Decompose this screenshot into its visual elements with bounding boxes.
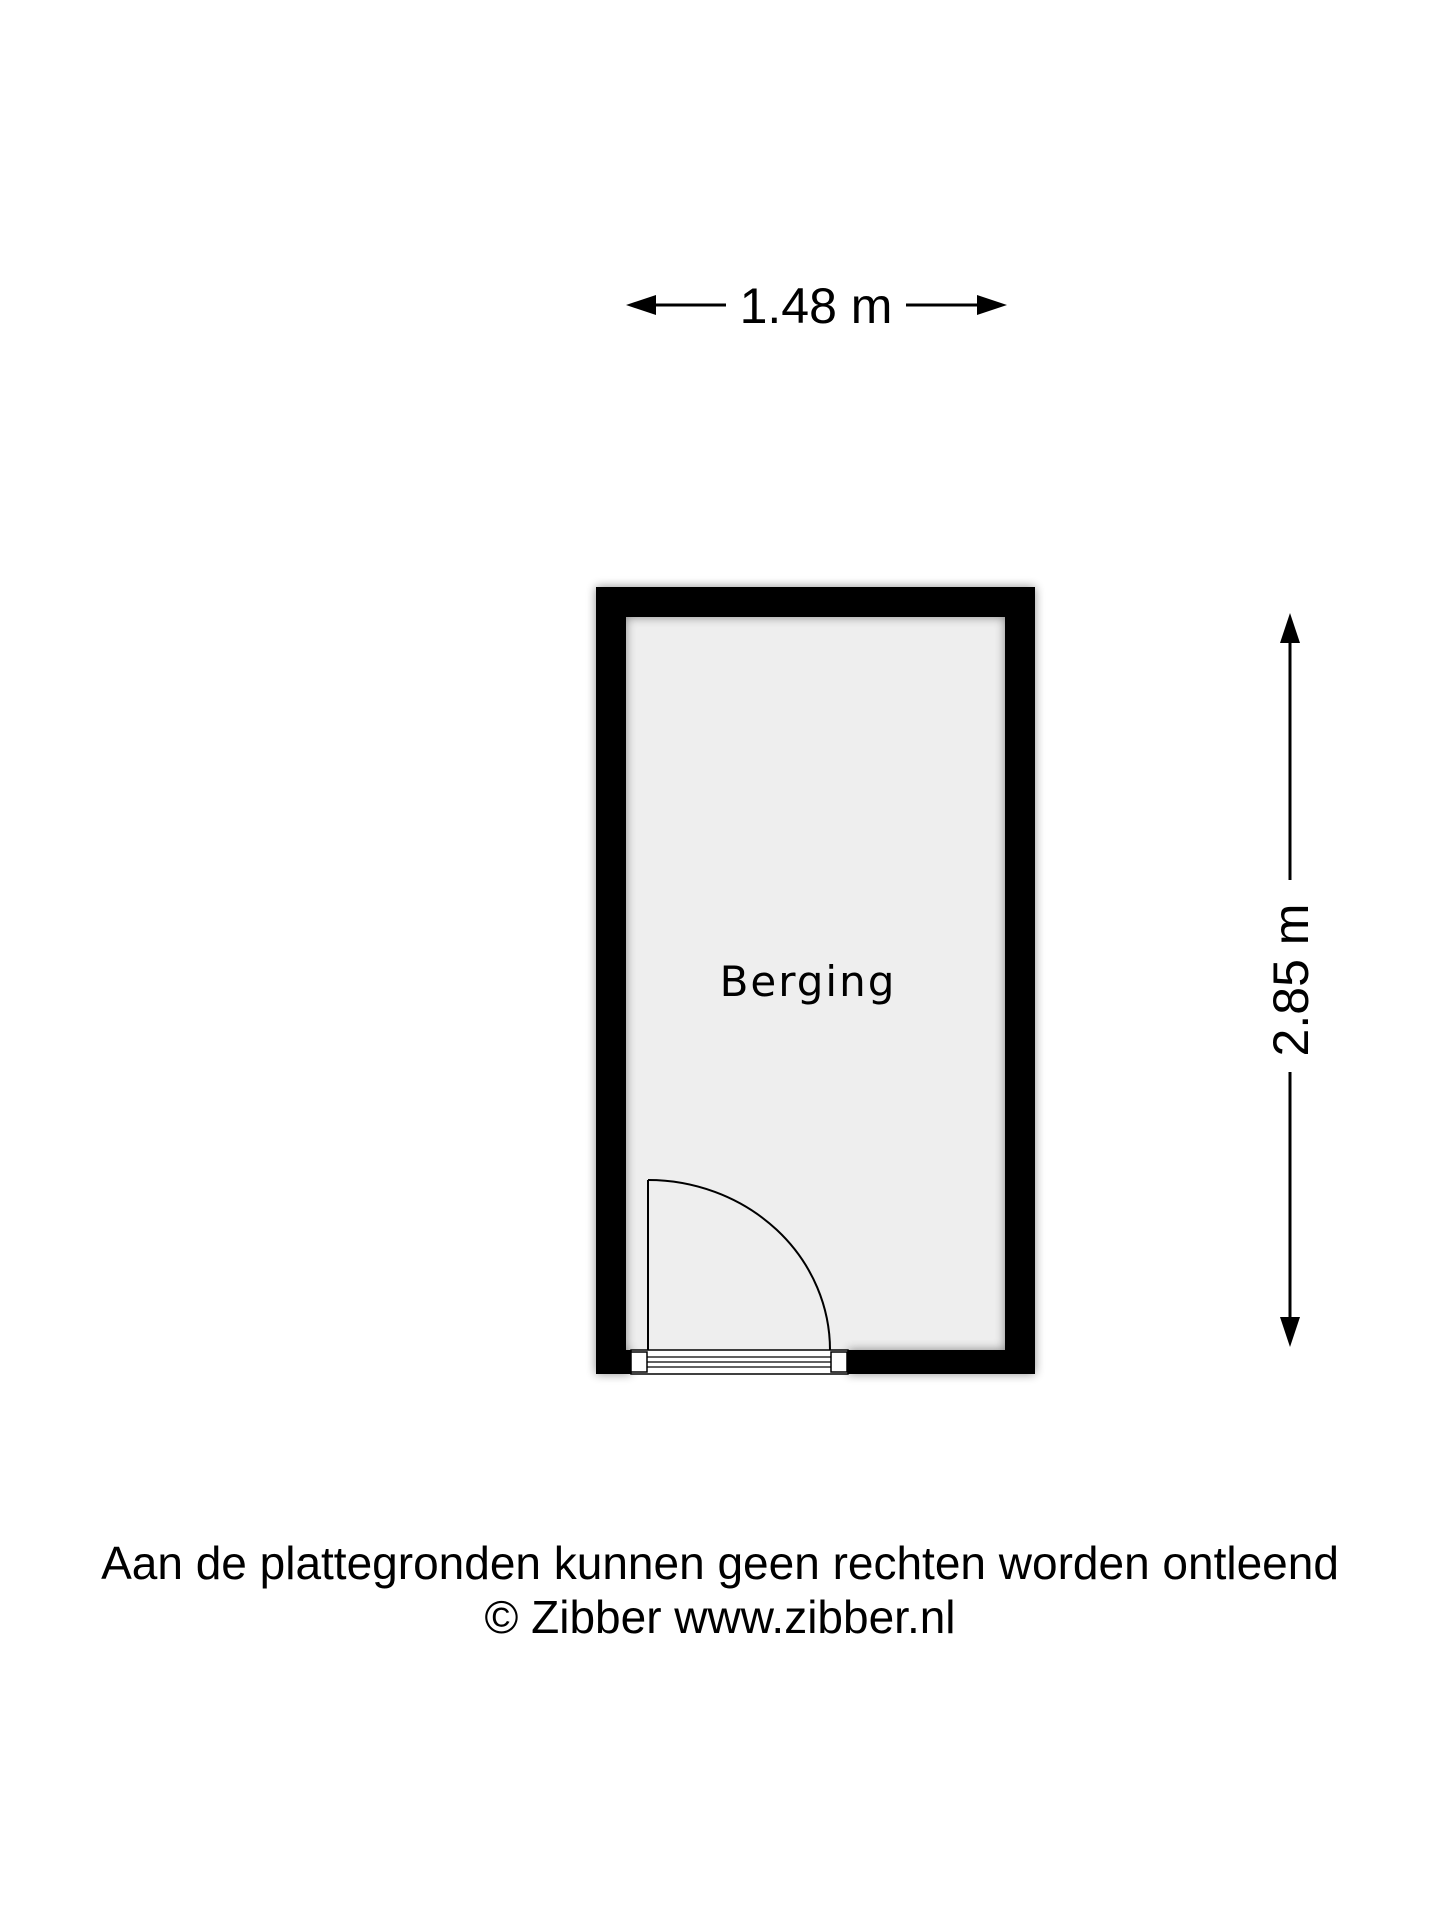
room-label: Berging <box>719 957 897 1006</box>
arrow-left-icon <box>626 295 656 315</box>
width-dimension <box>626 278 1007 334</box>
arrow-down-icon <box>1280 1317 1300 1347</box>
width-dimension-label: 1.48 m <box>739 278 893 334</box>
height-dimension-label: 2.85 m <box>1263 903 1319 1057</box>
room-berging <box>596 587 1035 1374</box>
door-jamb-left <box>631 1352 647 1372</box>
height-dimension <box>1263 613 1319 1347</box>
disclaimer-text: Aan de plattegronden kunnen geen rechten worden ontleend <box>101 1537 1339 1589</box>
arrow-right-icon <box>977 295 1007 315</box>
arrow-up-icon <box>1280 613 1300 643</box>
copyright-text: © Zibber www.zibber.nl <box>484 1591 956 1643</box>
door-jamb-right <box>831 1352 847 1372</box>
